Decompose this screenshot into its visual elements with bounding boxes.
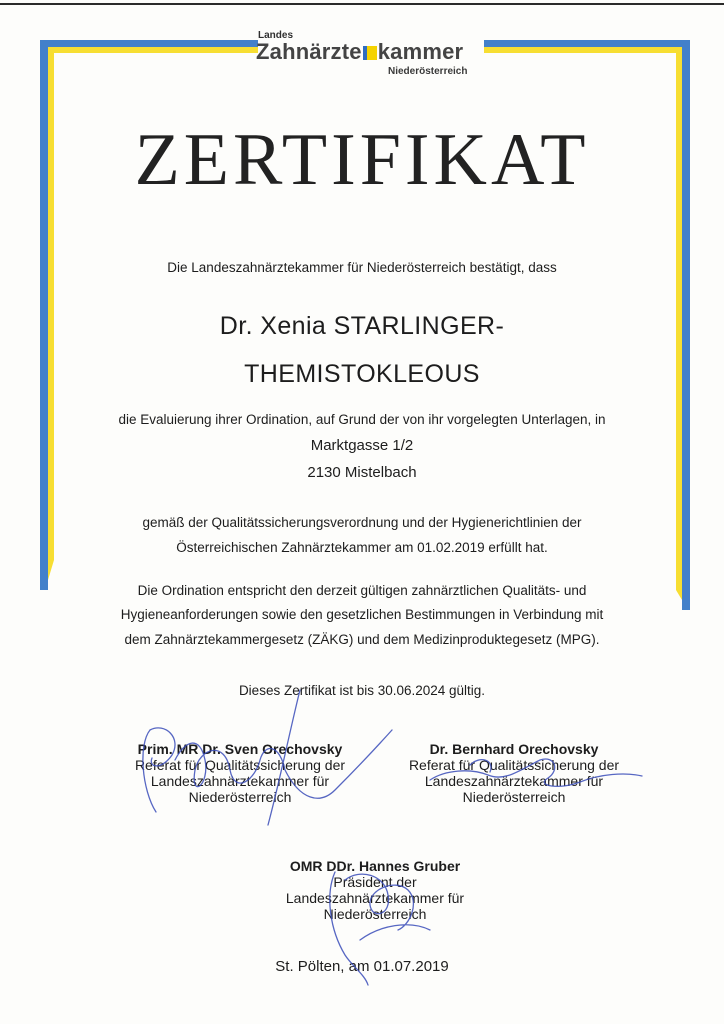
address-street: Marktgasse 1/2 <box>310 437 414 454</box>
recipient-name-line2: THEMISTOKLEOUS <box>244 360 480 388</box>
president-role-1: Präsident der <box>333 874 417 890</box>
president-role-3: Niederösterreich <box>323 906 427 922</box>
logo-brand-right: kammer <box>377 39 464 64</box>
signature-block-left <box>110 741 370 805</box>
signature-block-right <box>384 741 644 805</box>
logo-brand <box>256 39 463 65</box>
compliance-line-2: Hygieneanforderungen sowie den gesetzlichen Bestimmungen in Verbindung mit <box>120 607 604 622</box>
signatory-right-name: Dr. Bernhard Orechovsky <box>429 741 599 757</box>
validity-text: Dieses Zertifikat ist bis 30.06.2024 gültig. <box>238 683 486 698</box>
place-date: St. Pölten, am 01.07.2019 <box>275 958 449 975</box>
certificate-title: ZERTIFIKAT <box>134 119 590 201</box>
logo-region: Niederösterreich <box>388 66 468 77</box>
logo-brand-left: Zahnärzte <box>256 39 362 64</box>
signatory-left-role-3: Niederösterreich <box>188 789 292 805</box>
signatory-left-role-2: Landeszahnärztekammer für <box>150 773 330 789</box>
president-role-2: Landeszahnärztekammer für <box>285 890 465 906</box>
signatory-right-role-3: Niederösterreich <box>462 789 566 805</box>
chamber-logo <box>256 30 486 80</box>
recipient-name-line1: Dr. Xenia STARLINGER- <box>219 312 505 340</box>
logo-top-text: Landes <box>258 30 294 41</box>
address-city: 2130 Mistelbach <box>307 464 417 481</box>
president-name: OMR DDr. Hannes Gruber <box>289 858 461 874</box>
signature-block-president <box>250 858 500 922</box>
logo-flag-icon <box>363 46 377 60</box>
regulation-line-1: gemäß der Qualitätssicherungsverordnung und der Hygienerichtlinien der <box>142 515 582 530</box>
intro-text: Die Landeszahnärztekammer für Niederösterreich bestätigt, dass <box>167 260 557 275</box>
compliance-line-1: Die Ordination entspricht den derzeit gültigen zahnärztlichen Qualitäts- und <box>137 583 587 598</box>
signatory-right-role-1: Referat für Qualitätssicherung der <box>408 757 620 773</box>
regulation-line-2: Österreichischen Zahnärztekammer am 01.02.2019 erfüllt hat. <box>176 540 548 555</box>
compliance-line-3: dem Zahnärztekammergesetz (ZÄKG) und dem Medizinproduktegesetz (MPG). <box>124 632 600 647</box>
signatory-left-name: Prim. MR Dr. Sven Orechovsky <box>137 741 343 757</box>
signatory-right-role-2: Landeszahnärztekammer für <box>424 773 604 789</box>
evaluation-text: die Evaluierung ihrer Ordination, auf Grund der von ihr vorgelegten Unterlagen, in <box>118 412 606 427</box>
signatory-left-role-1: Referat für Qualitätssicherung der <box>134 757 346 773</box>
